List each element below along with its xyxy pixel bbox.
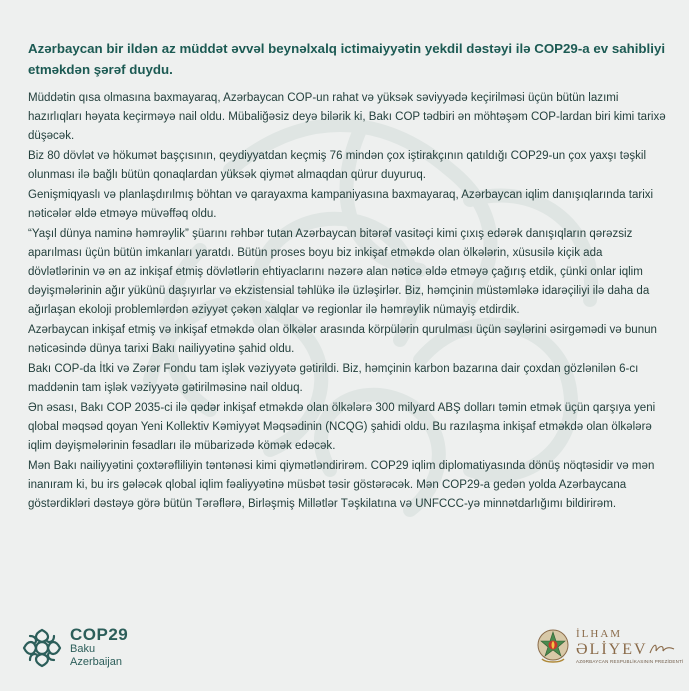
cop29-emblem-icon xyxy=(22,628,62,668)
cop29-logo xyxy=(22,626,128,669)
cop-name: COP29 xyxy=(70,625,129,644)
paragraph: Genişmiqyaslı və planlaşdırılmış böhtan və qarayaxma kampaniyasına baxmayaraq, Azərbaycan iqlim danışıqlarında tarixi nəticələr əldə etməyə müvəffəq oldu. xyxy=(28,189,654,220)
president-signature-block xyxy=(536,627,683,665)
paragraph: Ən əsası, Bakı COP 2035-ci ilə qədər inkişaf etməkdə olan ölkələrə 300 milyard ABŞ dolları təmin etmək üçün qarşıya yeni qlobal məqsəd qoyan Yeni Kollektiv Kəmiyyət Məqsədinin (NCQG) şahidi oldu. Bu razılaşma inkişaf etməkdə olan ölkələrə iqlim dəyişmələrinin fəsadları ilə mübarizədə kömək edəcək. xyxy=(28,402,656,452)
cop-city: Baku xyxy=(70,643,96,655)
signature-first-name: İLHAM xyxy=(576,627,623,640)
paragraph: Azərbaycan inkişaf etmiş və inkişaf etməkdə olan ölkələr arasında körpülərin qurulması üçün səylərini əsirgəmədi və bunun nəticəsində dünya tarixi Bakı nailiyyətinə şahid oldu. xyxy=(28,324,657,355)
paragraph: Mən Bakı nailiyyətini çoxtərəfliliyin təntənəsi kimi qiymətləndirirəm. COP29 iqlim diplomatiyasında dönüş nöqtəsidir və mən inanıram ki, bu irs gələcək qlobal iqlim fəaliyyətinə müsbət təsir göstərəcək. Mən COP29-a gedən yolda Azərbaycana göstərdikləri dəstəyə görə bütün Tərəflərə, Birləşmiş Millətlər Təşkilatına və UNFCCC-yə minnətdarlığımı bildirirəm. xyxy=(28,460,655,510)
statement-title: Azərbaycan bir ildən az müddət əvvəl beynəlxalq ictimaiyyətin yekdil dəstəyi ilə COP29-a ev sahibliyi etməkdən şərəf duydu. xyxy=(28,41,666,77)
statement-body xyxy=(28,38,666,515)
paragraph: Bakı COP-da İtki və Zərər Fondu tam işlək vəziyyətə gətirildi. Biz, həmçinin karbon bazarına dair çoxdan gözlənilən 6-cı maddənin tam işlək vəziyyətə gətirilməsinə nail olduq. xyxy=(28,363,639,394)
coat-of-arms-icon xyxy=(536,627,570,665)
handwritten-signature-icon xyxy=(648,641,676,657)
cop-country: Azerbaijan xyxy=(70,656,122,668)
signature-last-name: ƏLİYEV xyxy=(576,640,648,658)
paragraph: Müddətin qısa olmasına baxmayaraq, Azərbaycan COP-un rahat və yüksək səviyyədə keçirilməsi üçün bütün lazımi hazırlıqları həyata keçirməyə nail oldu. Mübaliğəsiz deyə bilərik ki, Bakı COP tədbiri ən möhtəşəm COP-lardan biri kimi tarixə düşəcək. xyxy=(28,92,666,142)
signature-title: AZƏRBAYCAN RESPUBLİKASININ PREZİDENTİ xyxy=(576,658,684,664)
paragraph: “Yaşıl dünya naminə həmrəylik” şüarını rəhbər tutan Azərbaycan bitərəf vasitəçi kimi çıxış edərək danışıqların qərəzsiz aparılması üçün bütün imkanları yaratdı. Bütün proses boyu biz inkişaf etməkdə olan ölkələrin, xüsusilə kiçik ada dövlətlərinin və ən az inkişaf etmiş dövlətlərin ehtiyaclarını nəzərə alan nəticə əldə etməyə çağırış etdik, çünki onlar iqlim dəyişmələrinin ağır yükünü daşıyırlar və ekzistensial təhlükə ilə üzləşirlər. Biz, həmçinin müstəmləkə idarəçiliyi ilə daha da ağırlaşan ekoloji problemlərdən əziyyət çəkən xalqlar və regionlar ilə həmrəylik nümayiş etdirdik. xyxy=(28,228,650,316)
paragraph: Biz 80 dövlət və hökumət başçısının, qeydiyyatdan keçmiş 76 mindən çox iştirakçının qatıldığı COP29-un çox yaxşı təşkil olunması ilə bağlı bütün qonaqlardan yüksək qiymət almaqdan qürur duyuruq. xyxy=(28,150,647,181)
